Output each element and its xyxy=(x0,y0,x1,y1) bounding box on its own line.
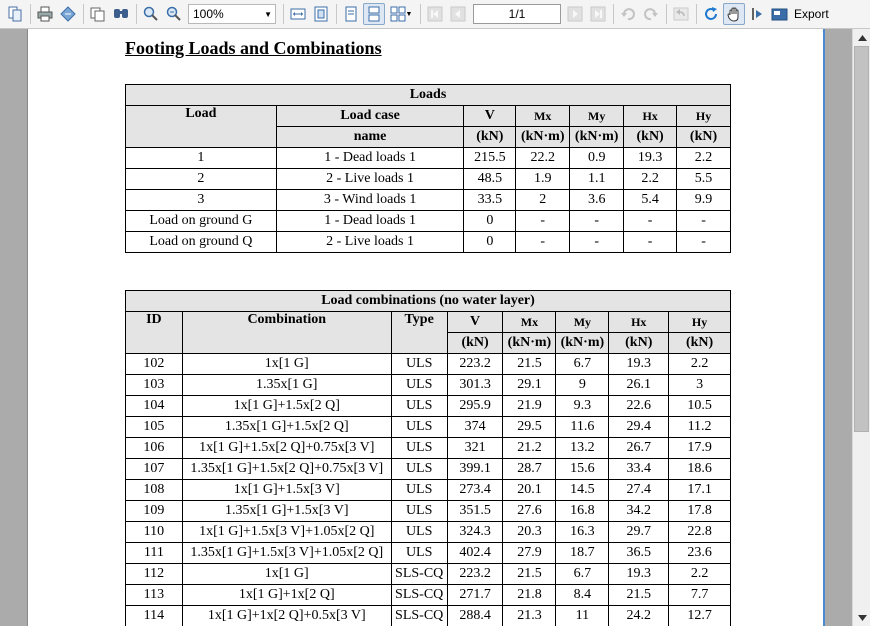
fit-page-icon[interactable] xyxy=(310,3,332,25)
toolbar-separator xyxy=(30,4,31,24)
cell-my: 9.3 xyxy=(556,396,609,417)
cell-my: 15.6 xyxy=(556,459,609,480)
unit-my: (kN·m) xyxy=(556,333,609,354)
cell-mx: 20.1 xyxy=(503,480,556,501)
cell-comb: 1.35x[1 G]+1.5x[2 Q] xyxy=(182,417,391,438)
cell-hy: 10.5 xyxy=(669,396,731,417)
cell-my: 13.2 xyxy=(556,438,609,459)
table-row xyxy=(126,148,731,169)
cell-hy: 22.8 xyxy=(669,522,731,543)
cell-case: 1 - Dead loads 1 xyxy=(276,148,464,169)
undo-icon[interactable] xyxy=(617,3,639,25)
cell-v: 321 xyxy=(447,438,503,459)
toolbar-separator xyxy=(83,4,84,24)
cell-comb: 1x[1 G]+1.5x[3 V]+1.05x[2 Q] xyxy=(182,522,391,543)
loads-table xyxy=(125,84,731,253)
cell-my: 11 xyxy=(556,606,609,626)
col-mx: Mx xyxy=(503,312,556,333)
col-type: Type xyxy=(391,312,447,354)
cell-id: 111 xyxy=(126,543,183,564)
cell-hx: - xyxy=(624,232,677,253)
cell-hy: 2.2 xyxy=(669,564,731,585)
cell-hx: 19.3 xyxy=(609,564,669,585)
cell-type: ULS xyxy=(391,417,447,438)
cell-v: 215.5 xyxy=(464,148,516,169)
cell-mx: 21.9 xyxy=(503,396,556,417)
cell-my: 9 xyxy=(556,375,609,396)
cell-v: 351.5 xyxy=(447,501,503,522)
cell-my: - xyxy=(570,211,624,232)
col-my: My xyxy=(570,106,624,127)
table-row xyxy=(126,543,731,564)
cell-v: 271.7 xyxy=(447,585,503,606)
cell-my: 16.8 xyxy=(556,501,609,522)
table-row xyxy=(126,169,731,190)
cell-case: 1 - Dead loads 1 xyxy=(276,211,464,232)
cell-type: SLS-CQ xyxy=(391,606,447,626)
table-row xyxy=(126,522,731,543)
cell-comb: 1x[1 G]+1.5x[2 Q] xyxy=(182,396,391,417)
cell-hx: 24.2 xyxy=(609,606,669,626)
cell-id: 107 xyxy=(126,459,183,480)
cell-v: 288.4 xyxy=(447,606,503,626)
cell-hx: 26.7 xyxy=(609,438,669,459)
zoom-out-icon[interactable] xyxy=(163,3,185,25)
cell-load: 3 xyxy=(126,190,277,211)
first-page-icon[interactable] xyxy=(424,3,446,25)
cell-type: SLS-CQ xyxy=(391,564,447,585)
cell-hx: 34.2 xyxy=(609,501,669,522)
print-icon[interactable] xyxy=(34,3,56,25)
page-title: Footing Loads and Combinations xyxy=(125,38,382,58)
cell-mx: 21.2 xyxy=(503,438,556,459)
col-hy: Hy xyxy=(669,312,731,333)
cell-my: 16.3 xyxy=(556,522,609,543)
cell-hy: 17.9 xyxy=(669,438,731,459)
fit-width-icon[interactable] xyxy=(287,3,309,25)
cell-type: ULS xyxy=(391,522,447,543)
cell-v: 324.3 xyxy=(447,522,503,543)
cell-type: ULS xyxy=(391,459,447,480)
export-label: Export xyxy=(794,7,829,21)
cell-id: 106 xyxy=(126,438,183,459)
copy-page-icon[interactable] xyxy=(4,3,26,25)
toolbar-separator xyxy=(420,4,421,24)
table-row xyxy=(126,396,731,417)
cell-mx: 20.3 xyxy=(503,522,556,543)
scroll-up-icon[interactable] xyxy=(853,29,870,46)
cell-hy: 18.6 xyxy=(669,459,731,480)
cell-v: 0 xyxy=(464,232,516,253)
loads-caption: Loads xyxy=(126,85,731,106)
toolbar-separator xyxy=(336,4,337,24)
cell-hx: 5.4 xyxy=(624,190,677,211)
table-row xyxy=(126,417,731,438)
cell-my: 6.7 xyxy=(556,564,609,585)
next-page-icon[interactable] xyxy=(564,3,586,25)
cell-hy: - xyxy=(677,232,731,253)
cell-v: 33.5 xyxy=(464,190,516,211)
cell-type: ULS xyxy=(391,375,447,396)
zoom-in-icon[interactable] xyxy=(140,3,162,25)
cell-comb: 1x[1 G] xyxy=(182,354,391,375)
cell-v: 295.9 xyxy=(447,396,503,417)
cell-mx: 21.3 xyxy=(503,606,556,626)
cell-comb: 1.35x[1 G]+1.5x[3 V] xyxy=(182,501,391,522)
continuous-page-icon[interactable] xyxy=(363,3,385,25)
export-icon xyxy=(771,6,789,22)
cell-hx: 22.6 xyxy=(609,396,669,417)
cell-type: ULS xyxy=(391,480,447,501)
cell-comb: 1x[1 G]+1x[2 Q] xyxy=(182,585,391,606)
cell-mx: - xyxy=(516,211,570,232)
cell-v: 374 xyxy=(447,417,503,438)
cell-hx: 33.4 xyxy=(609,459,669,480)
cell-mx: 29.1 xyxy=(503,375,556,396)
cell-hy: 3 xyxy=(669,375,731,396)
chevron-down-icon: ▼ xyxy=(405,10,413,18)
unit-hx: (kN) xyxy=(624,127,677,148)
cell-type: SLS-CQ xyxy=(391,585,447,606)
cell-comb: 1.35x[1 G] xyxy=(182,375,391,396)
table-row xyxy=(126,564,731,585)
cell-my: 0.9 xyxy=(570,148,624,169)
refresh-icon[interactable] xyxy=(700,3,722,25)
cell-hy: 23.6 xyxy=(669,543,731,564)
cell-mx: 27.6 xyxy=(503,501,556,522)
cell-id: 110 xyxy=(126,522,183,543)
cell-mx: 22.2 xyxy=(516,148,570,169)
cell-id: 114 xyxy=(126,606,183,626)
cell-hy: 7.7 xyxy=(669,585,731,606)
cell-id: 108 xyxy=(126,480,183,501)
back-icon[interactable] xyxy=(670,3,692,25)
cell-id: 102 xyxy=(126,354,183,375)
select-text-icon[interactable] xyxy=(746,3,768,25)
cell-type: ULS xyxy=(391,396,447,417)
cell-hy: 12.7 xyxy=(669,606,731,626)
chevron-down-icon: ▼ xyxy=(264,9,272,19)
toolbar-separator xyxy=(613,4,614,24)
cell-hy: 17.1 xyxy=(669,480,731,501)
table-row xyxy=(126,354,731,375)
table-row xyxy=(126,480,731,501)
cell-comb: 1x[1 G]+1x[2 Q]+0.5x[3 V] xyxy=(182,606,391,626)
col-hx: Hx xyxy=(609,312,669,333)
cell-case: 2 - Live loads 1 xyxy=(276,232,464,253)
col-mx: Mx xyxy=(516,106,570,127)
cell-v: 301.3 xyxy=(447,375,503,396)
col-load: Load xyxy=(126,106,277,148)
report-page xyxy=(27,29,825,626)
table-row xyxy=(126,606,731,626)
col-v: V xyxy=(464,106,516,127)
unit-v: (kN) xyxy=(464,127,516,148)
document-viewport[interactable] xyxy=(0,29,852,626)
cell-mx: 21.5 xyxy=(503,564,556,585)
unit-hy: (kN) xyxy=(677,127,731,148)
cell-mx: 1.9 xyxy=(516,169,570,190)
col-v: V xyxy=(447,312,503,333)
cell-v: 273.4 xyxy=(447,480,503,501)
col-hy: Hy xyxy=(677,106,731,127)
scroll-down-icon[interactable] xyxy=(853,609,870,626)
cell-comb: 1x[1 G]+1.5x[3 V] xyxy=(182,480,391,501)
table-row xyxy=(126,232,731,253)
cell-hy: 2.2 xyxy=(669,354,731,375)
zoom-value: 100% xyxy=(193,7,224,21)
cell-comb: 1x[1 G]+1.5x[2 Q]+0.75x[3 V] xyxy=(182,438,391,459)
unit-hx: (kN) xyxy=(609,333,669,354)
cell-id: 103 xyxy=(126,375,183,396)
cell-id: 105 xyxy=(126,417,183,438)
multi-page-icon[interactable] xyxy=(386,3,416,25)
cell-comb: 1.35x[1 G]+1.5x[3 V]+1.05x[2 Q] xyxy=(182,543,391,564)
page-number-field[interactable] xyxy=(473,4,561,24)
cell-hy: 17.8 xyxy=(669,501,731,522)
cell-case: 3 - Wind loads 1 xyxy=(276,190,464,211)
cell-hx: - xyxy=(624,211,677,232)
cell-case: 2 - Live loads 1 xyxy=(276,169,464,190)
cell-id: 113 xyxy=(126,585,183,606)
table-row xyxy=(126,375,731,396)
single-page-icon[interactable] xyxy=(340,3,362,25)
export-button[interactable] xyxy=(771,6,829,22)
cell-mx: - xyxy=(516,232,570,253)
col-id: ID xyxy=(126,312,183,354)
vertical-scrollbar[interactable] xyxy=(852,29,870,626)
cell-hx: 2.2 xyxy=(624,169,677,190)
cell-type: ULS xyxy=(391,354,447,375)
cell-hx: 27.4 xyxy=(609,480,669,501)
redo-icon[interactable] xyxy=(640,3,662,25)
cell-comb: 1x[1 G] xyxy=(182,564,391,585)
zoom-select[interactable] xyxy=(188,4,276,24)
unit-my: (kN·m) xyxy=(570,127,624,148)
table-row xyxy=(126,190,731,211)
unit-mx: (kN·m) xyxy=(503,333,556,354)
cell-mx: 27.9 xyxy=(503,543,556,564)
cell-my: 18.7 xyxy=(556,543,609,564)
copy-icon[interactable] xyxy=(87,3,109,25)
cell-v: 0 xyxy=(464,211,516,232)
cell-mx: 28.7 xyxy=(503,459,556,480)
table-row xyxy=(126,459,731,480)
cell-my: 1.1 xyxy=(570,169,624,190)
cell-v: 223.2 xyxy=(447,564,503,585)
cell-load: 1 xyxy=(126,148,277,169)
unit-v: (kN) xyxy=(447,333,503,354)
toolbar-separator xyxy=(136,4,137,24)
cell-hx: 36.5 xyxy=(609,543,669,564)
cell-type: ULS xyxy=(391,543,447,564)
find-icon[interactable] xyxy=(110,3,132,25)
cell-my: 8.4 xyxy=(556,585,609,606)
combinations-table xyxy=(125,290,731,626)
cell-v: 399.1 xyxy=(447,459,503,480)
cell-my: 6.7 xyxy=(556,354,609,375)
page-indicator: 1/1 xyxy=(508,7,526,21)
cell-hy: - xyxy=(677,211,731,232)
hand-tool-icon[interactable] xyxy=(723,3,745,25)
unit-mx: (kN·m) xyxy=(516,127,570,148)
cell-mx: 29.5 xyxy=(503,417,556,438)
col-my: My xyxy=(556,312,609,333)
cell-v: 48.5 xyxy=(464,169,516,190)
last-page-icon[interactable] xyxy=(587,3,609,25)
scrollbar-thumb[interactable] xyxy=(854,46,869,432)
cell-hy: 5.5 xyxy=(677,169,731,190)
table-row xyxy=(126,585,731,606)
cell-load: Load on ground G xyxy=(126,211,277,232)
cell-type: ULS xyxy=(391,438,447,459)
col-hx: Hx xyxy=(624,106,677,127)
col-combination: Combination xyxy=(182,312,391,354)
col-load-case-2: name xyxy=(276,127,464,148)
page-setup-icon[interactable] xyxy=(57,3,79,25)
unit-hy: (kN) xyxy=(669,333,731,354)
cell-hx: 19.3 xyxy=(624,148,677,169)
col-load-case: Load case xyxy=(276,106,464,127)
cell-id: 109 xyxy=(126,501,183,522)
cell-v: 223.2 xyxy=(447,354,503,375)
cell-v: 402.4 xyxy=(447,543,503,564)
cell-my: 14.5 xyxy=(556,480,609,501)
cell-load: 2 xyxy=(126,169,277,190)
previous-page-icon[interactable] xyxy=(447,3,469,25)
cell-mx: 2 xyxy=(516,190,570,211)
toolbar-separator xyxy=(283,4,284,24)
cell-hx: 26.1 xyxy=(609,375,669,396)
cell-hy: 2.2 xyxy=(677,148,731,169)
cell-my: - xyxy=(570,232,624,253)
table-row xyxy=(126,211,731,232)
cell-hx: 19.3 xyxy=(609,354,669,375)
cell-my: 3.6 xyxy=(570,190,624,211)
cell-my: 11.6 xyxy=(556,417,609,438)
cell-mx: 21.8 xyxy=(503,585,556,606)
toolbar-separator xyxy=(696,4,697,24)
table-row xyxy=(126,501,731,522)
cell-hy: 9.9 xyxy=(677,190,731,211)
cell-type: ULS xyxy=(391,501,447,522)
cell-hy: 11.2 xyxy=(669,417,731,438)
toolbar xyxy=(0,0,870,29)
combinations-caption: Load combinations (no water layer) xyxy=(126,291,731,312)
cell-mx: 21.5 xyxy=(503,354,556,375)
cell-hx: 29.4 xyxy=(609,417,669,438)
cell-hx: 29.7 xyxy=(609,522,669,543)
toolbar-separator xyxy=(666,4,667,24)
table-row xyxy=(126,438,731,459)
cell-comb: 1.35x[1 G]+1.5x[2 Q]+0.75x[3 V] xyxy=(182,459,391,480)
cell-id: 104 xyxy=(126,396,183,417)
cell-load: Load on ground Q xyxy=(126,232,277,253)
cell-id: 112 xyxy=(126,564,183,585)
cell-hx: 21.5 xyxy=(609,585,669,606)
